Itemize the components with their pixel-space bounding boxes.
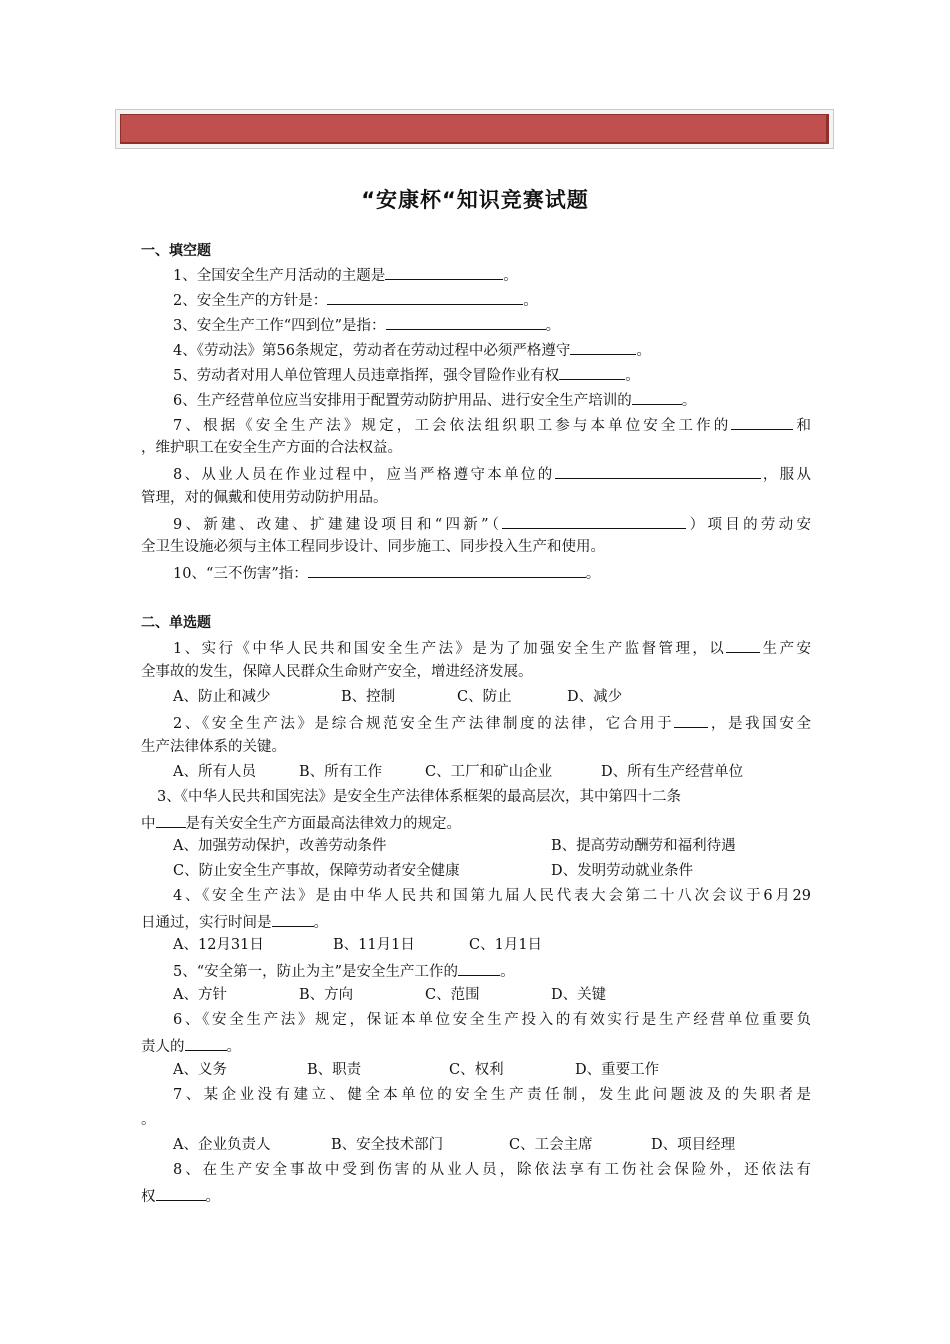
choice-question-4-cont: 日通过，实行时间是 。 — [141, 911, 811, 933]
answer-blank — [555, 463, 761, 479]
option-c: C、1月1日 — [469, 937, 543, 953]
option-a: A、所有人员 — [173, 764, 256, 780]
answer-blank — [385, 264, 503, 280]
answer-blank — [308, 562, 586, 578]
answer-blank — [458, 960, 500, 976]
answer-blank — [674, 712, 708, 728]
answer-blank — [559, 364, 625, 380]
answer-blank — [502, 513, 686, 529]
option-d: D、重要工作 — [575, 1062, 660, 1078]
fill-question-4: 4、《劳动法》第56条规定，劳动者在劳动过程中必须严格遵守 。 — [173, 339, 811, 361]
choice-options-7 — [173, 1135, 811, 1155]
choice-question-1-cont: 全事故的发生，保障人民群众生命财产安全，增进经济发展。 — [141, 664, 533, 680]
section-heading-choice: 二、单选题 — [141, 615, 211, 631]
option-c: C、防止安全生产事故，保障劳动者安全健康 — [173, 863, 460, 879]
answer-blank — [386, 314, 546, 330]
option-c: C、范围 — [425, 987, 480, 1003]
choice-options-4 — [173, 935, 811, 955]
option-d: D、发明劳动就业条件 — [551, 863, 694, 879]
option-a: A、义务 — [173, 1062, 227, 1078]
fill-question-8: 8、从业人员在作业过程中，应当严格遵守本单位的 ，服从 — [173, 463, 811, 485]
choice-question-8-cont: 权 。 — [141, 1185, 811, 1207]
choice-question-7: 7、某企业没有建立、健全本单位的安全生产责任制，发生此问题波及的失职者是 — [173, 1087, 811, 1103]
option-d: D、所有生产经营单位 — [601, 764, 744, 780]
choice-options-1 — [173, 687, 811, 707]
choice-question-2: 2、《安全生产法》是综合规范安全生产法律制度的法律，它合用于 ，是我国安全 — [173, 712, 811, 734]
option-a: A、加强劳动保护，改善劳动条件 — [173, 838, 387, 854]
answer-blank — [185, 1035, 227, 1051]
fill-question-5: 5、劳动者对用人单位管理人员违章指挥，强令冒险作业有权 。 — [173, 364, 811, 386]
option-b: B、11月1日 — [333, 937, 415, 953]
answer-blank — [327, 289, 523, 305]
section-heading-fill: 一、填空题 — [141, 243, 211, 259]
option-c: C、工厂和矿山企业 — [425, 764, 553, 780]
option-a: A、12月31日 — [173, 937, 264, 953]
choice-question-1: 1、实行《中华人民共和国安全生产法》是为了加强安全生产监督管理，以 生产安 — [173, 637, 811, 659]
choice-options-5 — [173, 985, 811, 1005]
choice-options-3a — [173, 836, 811, 856]
fill-question-1: 1、全国安全生产月活动的主题是 。 — [173, 264, 811, 286]
fill-question-6: 6、生产经营单位应当安排用于配置劳动防护用品、进行安全生产培训的 。 — [173, 389, 811, 411]
choice-question-6-cont: 责人的 。 — [141, 1035, 811, 1057]
choice-question-4: 4、《安全生产法》是由中华人民共和国第九届人民代表大会第二十八次会议于6月29 — [173, 888, 811, 904]
fill-question-3: 3、安全生产工作“四到位”是指： 。 — [173, 314, 811, 336]
header-banner — [115, 109, 834, 149]
option-d: D、关键 — [551, 987, 607, 1003]
answer-blank — [731, 414, 793, 430]
option-b: B、所有工作 — [299, 764, 383, 780]
option-b: B、职责 — [307, 1062, 362, 1078]
choice-options-3b — [173, 861, 811, 881]
option-a: A、企业负责人 — [173, 1137, 271, 1153]
header-banner-fill — [120, 114, 829, 144]
option-c: C、防止 — [457, 689, 512, 705]
option-d: D、减少 — [567, 689, 623, 705]
option-b: B、安全技术部门 — [331, 1137, 444, 1153]
choice-options-6 — [173, 1060, 811, 1080]
answer-blank — [570, 339, 636, 355]
option-a: A、方针 — [173, 987, 227, 1003]
option-d: D、项目经理 — [651, 1137, 736, 1153]
page-title: “安康杯“知识竞赛试题 — [361, 188, 589, 212]
choice-question-2-cont: 生产法律体系的关键。 — [141, 739, 286, 755]
option-b: B、方向 — [299, 987, 354, 1003]
answer-blank — [726, 637, 760, 653]
choice-question-8: 8、在生产安全事故中受到伤害的从业人员，除依法享有工伤社会保险外，还依法有 — [173, 1162, 811, 1178]
choice-question-3: 3、《中华人民共和国宪法》是安全生产法律体系框架的最高层次，其中第四十二条 — [157, 789, 681, 805]
fill-question-8-cont: 管理，对的佩戴和使用劳动防护用品。 — [141, 490, 388, 506]
option-b: B、提高劳动酬劳和福利待遇 — [551, 838, 736, 854]
choice-question-7-cont: 。 — [141, 1112, 156, 1128]
choice-question-5: 5、“安全第一，防止为主”是安全生产工作的 。 — [173, 960, 811, 982]
fill-question-10: 10、“三不伤害”指： 。 — [173, 562, 811, 584]
fill-question-9: 9、新建、改建、扩建建设项目和“四新”（ ）项目的劳动安 — [173, 513, 811, 535]
answer-blank — [272, 911, 314, 927]
answer-blank — [632, 389, 682, 405]
fill-question-7-cont: ，维护职工在安全生产方面的合法权益。 — [141, 440, 402, 456]
option-a: A、防止和减少 — [173, 689, 271, 705]
choice-question-3-cont: 中 是有关安全生产方面最高法律效力的规定。 — [141, 812, 811, 834]
option-b: B、控制 — [341, 689, 396, 705]
option-c: C、权利 — [449, 1062, 504, 1078]
answer-blank — [156, 1185, 206, 1201]
answer-blank — [156, 812, 186, 828]
fill-question-2: 2、安全生产的方针是： 。 — [173, 289, 811, 311]
choice-options-2 — [173, 762, 811, 782]
fill-question-9-cont: 全卫生设施必须与主体工程同步设计、同步施工、同步投入生产和使用。 — [141, 539, 605, 555]
choice-question-6: 6、《安全生产法》规定，保证本单位安全生产投入的有效实行是生产经营单位重要负 — [173, 1012, 811, 1028]
fill-question-7: 7、根据《安全生产法》规定，工会依法组织职工参与本单位安全工作的 和 — [173, 414, 811, 436]
option-c: C、工会主席 — [509, 1137, 593, 1153]
